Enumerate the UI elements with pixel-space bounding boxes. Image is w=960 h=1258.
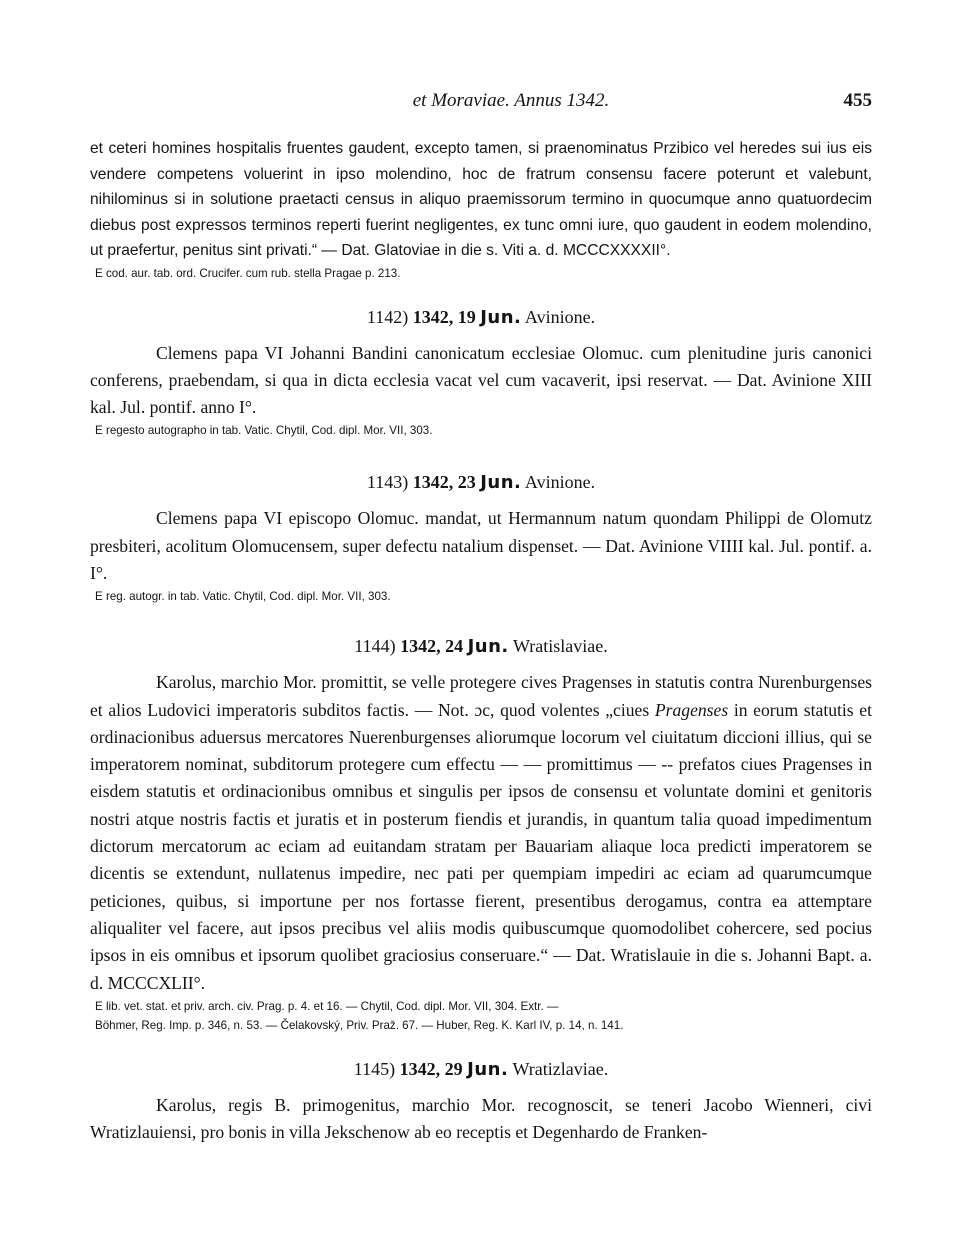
entry-number: 1143) [366,472,409,493]
entry-text-part-b: in eorum statutis et ordinacionibus aduersus mercatores Nuerenburgenses aliorumque locorum vel ciuitatum diccioni illius, qui se imperatorem nominat, subditorum protegere cum effectu — — promittimus — -- prefatos ciues Pragenses in eisdem statutis et ordinacionibus omnibus et singulis per ipsos de consensu et voluntate domini et genitoris nostri atque nostris factis et juratis et in posterum fiendis et jurandis, in quantum talia quoad impedimentum dictorum mercatorum ac eciam ad euitandam stratam per Bauariam aliaque loca predicti imperatorem se dicentis se extendunt, nullatenus impedire, nec pati per quempiam impediri ac eciam ad quarumcumque peticiones, quibus, si importune per nos fortasse fierent, presentibus derogamus, contra ea attemptare aliqualiter vel facere, aut ipsos precibus vel aliis modis quibuscumque quomodolibet cohercere, sed pocius ipsos in eis omnibus et ipsorum quolibet graciosius conseruare.“ — Dat. Wratislauie in die s. Johanni Bapt. a. d. MCCCXLII°. [90,699,873,993]
entry-source-1142: E regesto autographo in tab. Vatic. Chytil, Cod. dipl. Mor. VII, 303. [95,424,433,438]
entry-date: 1342, 24 [400,636,464,657]
continuation-source-note: E cod. aur. tab. ord. Crucifer. cum rub. stella Pragae p. 213. [95,266,401,280]
entry-place: Avinione. [524,306,596,327]
entry-month: Jun. [480,472,522,494]
entry-heading-1145 [90,1057,872,1082]
entry-place: Avinione. [524,472,596,493]
entry-number: 1142) [366,306,409,327]
entry-date: 1342, 29 [399,1058,463,1079]
continuation-paragraph: et ceteri homines hospitalis fruentes gaudent, excepto tamen, si praenominatus Przibico vel heredes sui ius eis vendere competens voluerint in ipso molendino, hoc de fratrum consensu facere poterunt et valebunt, nihilominus si in solutione praetacti census in aliquo praemissorum termino in quocumque anno quatuordecim diebus post expressos terminos reperti fuerint negligentes, ex tunc omni iure, quo gaudent in eodem molendino, ut praefertur, penitus sint privati.“ — Dat. Glatoviae in die s. Viti a. d. MCCCXXXXII°. [90,140,872,259]
entry-date: 1342, 19 [412,306,476,327]
page-number: 455 [843,90,872,111]
entry-text-part-a: Karolus, marchio Mor. promittit, se velle protegere cives Pragenses in statutis contra Nurenburgenses et alios Ludovici imperatoris subditos factis. — Not. ɔc, quod volentes „ciues [90,672,872,720]
entry-source-1144-line1: E lib. vet. stat. et priv. arch. civ. Prag. p. 4. et 16. — Chytil, Cod. dipl. Mor. VII, 304. Extr. — [95,999,559,1013]
entry-text-1143: Clemens papa VI episcopo Olomuc. mandat, ut Hermannum natum quondam Philippi de Olomutz presbiteri, acolitum Olomucensem, super defectu natalium dispenset. — Dat. Avinione VIIII kal. Jul. pontif. a. I°. [90,508,872,583]
entry-text-1144 [90,669,872,997]
entry-date: 1342, 23 [412,472,476,493]
entry-month: Jun. [467,1058,509,1080]
entry-text-1145: Karolus, regis B. primogenitus, marchio Mor. recognoscit, se teneri Jacobo Wienneri, civi Wratizlauiensi, pro bonis in villa Jekschenow ab eo receptis et Degenhardo de Franken- [90,1094,872,1143]
entry-month: Jun. [480,306,522,328]
running-title: et Moraviae. Annus 1342. [412,90,610,111]
entry-heading-1143 [90,470,872,495]
entry-text-1142: Clemens papa VI Johanni Bandini canonicatum ecclesiae Olomuc. cum plenitudine juris canonici conferens, praebendam, si qua in dicta ecclesia vacat vel cum vacaverit, ipsi reservat. — Dat. Avinione XIII kal. Jul. pontif. anno I°. [90,342,872,418]
entry-source-1143: E reg. autogr. in tab. Vatic. Chytil, Cod. dipl. Mor. VII, 303. [95,590,391,604]
entry-heading-1142 [90,305,872,330]
entry-number: 1144) [354,636,396,657]
entry-text-italic: Pragenses [654,699,729,720]
entry-source-1144-line2: Böhmer, Reg. Imp. p. 346, n. 53. — Čelakovský, Priv. Praž. 67. — Huber, Reg. K. Karl IV, p. 14, n. 141. [95,1018,624,1032]
running-head [90,90,872,118]
entry-place: Wratizlaviae. [512,1058,609,1079]
entry-month: Jun. [467,636,509,658]
entry-heading-1144 [90,634,872,659]
text-block [90,136,872,1146]
entry-number: 1145) [353,1058,396,1079]
entry-place: Wratislaviae. [512,636,608,657]
